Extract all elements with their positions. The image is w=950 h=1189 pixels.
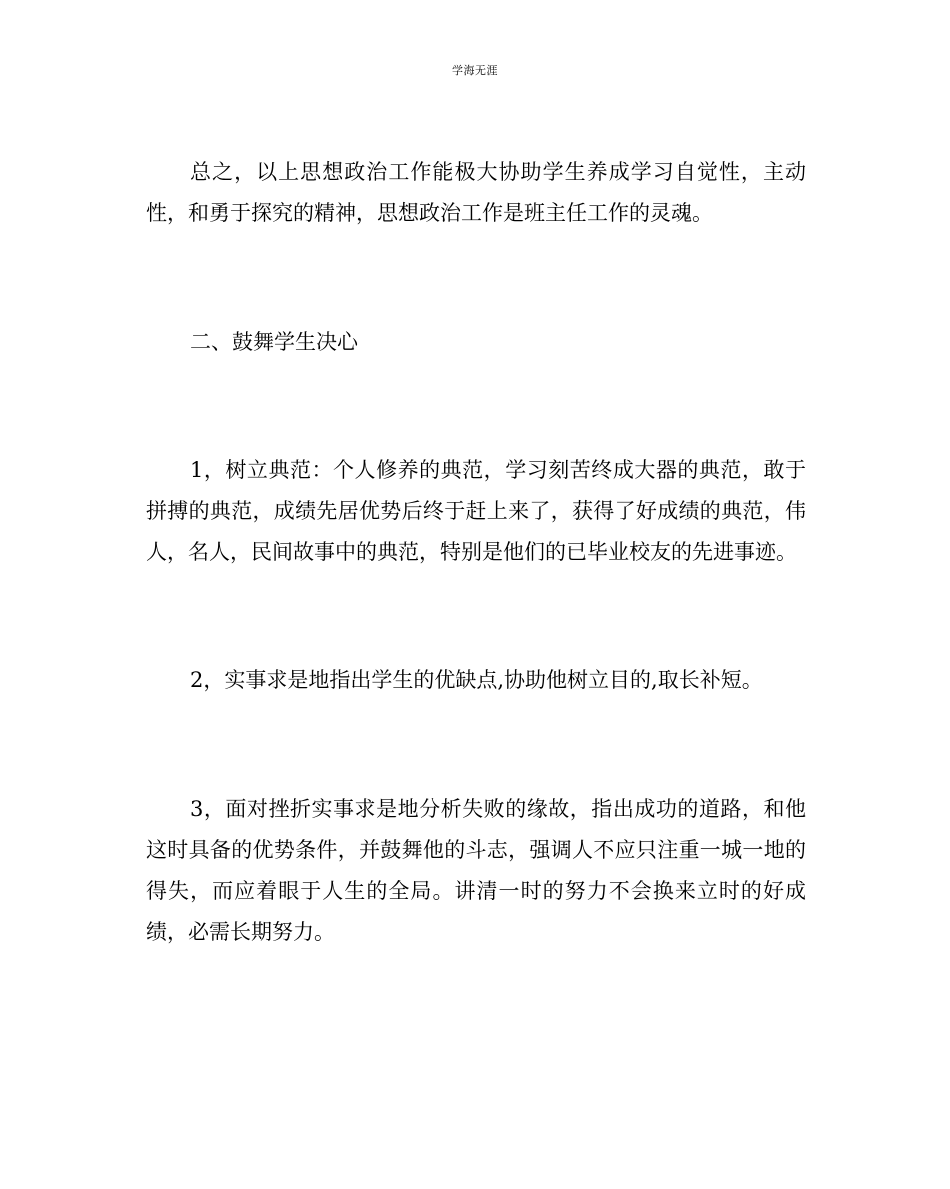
paragraph-spacer xyxy=(146,701,806,789)
paragraph-item-3: 3，面对挫折实事求是地分析失败的缘故，指出成功的道路，和他这时具备的优势条件，并鼓舞他的斗志，强调人不应只注重一城一地的得失，而应着眼于人生的全局。讲清一时的努力不会换来立时的好成绩，必需长期努力。 xyxy=(146,797,806,944)
paragraph-summary: 总之，以上思想政治工作能极大协助学生养成学习自觉性，主动性，和勇于探究的精神，思想政治工作是班主任工作的灵魂。 xyxy=(146,160,806,225)
paragraph-spacer xyxy=(146,234,806,322)
section-heading: 二、鼓舞学生决心 xyxy=(190,330,358,354)
document-body xyxy=(146,152,806,953)
paragraph-item-1: 1，树立典范：个人修养的典范，学习刻苦终成大器的典范，敢于拼搏的典范，成绩先居优势后终于赶上来了，获得了好成绩的典范，伟人，名人，民间故事中的典范，特别是他们的已毕业校友的先进事迹。 xyxy=(146,458,806,564)
page-header: 学海无涯 xyxy=(452,64,498,77)
paragraph-spacer xyxy=(146,573,806,660)
paragraph-spacer xyxy=(146,363,806,450)
paragraph-item-2: 2，实事求是地指出学生的优缺点,协助他树立目的,取长补短。 xyxy=(190,668,763,692)
